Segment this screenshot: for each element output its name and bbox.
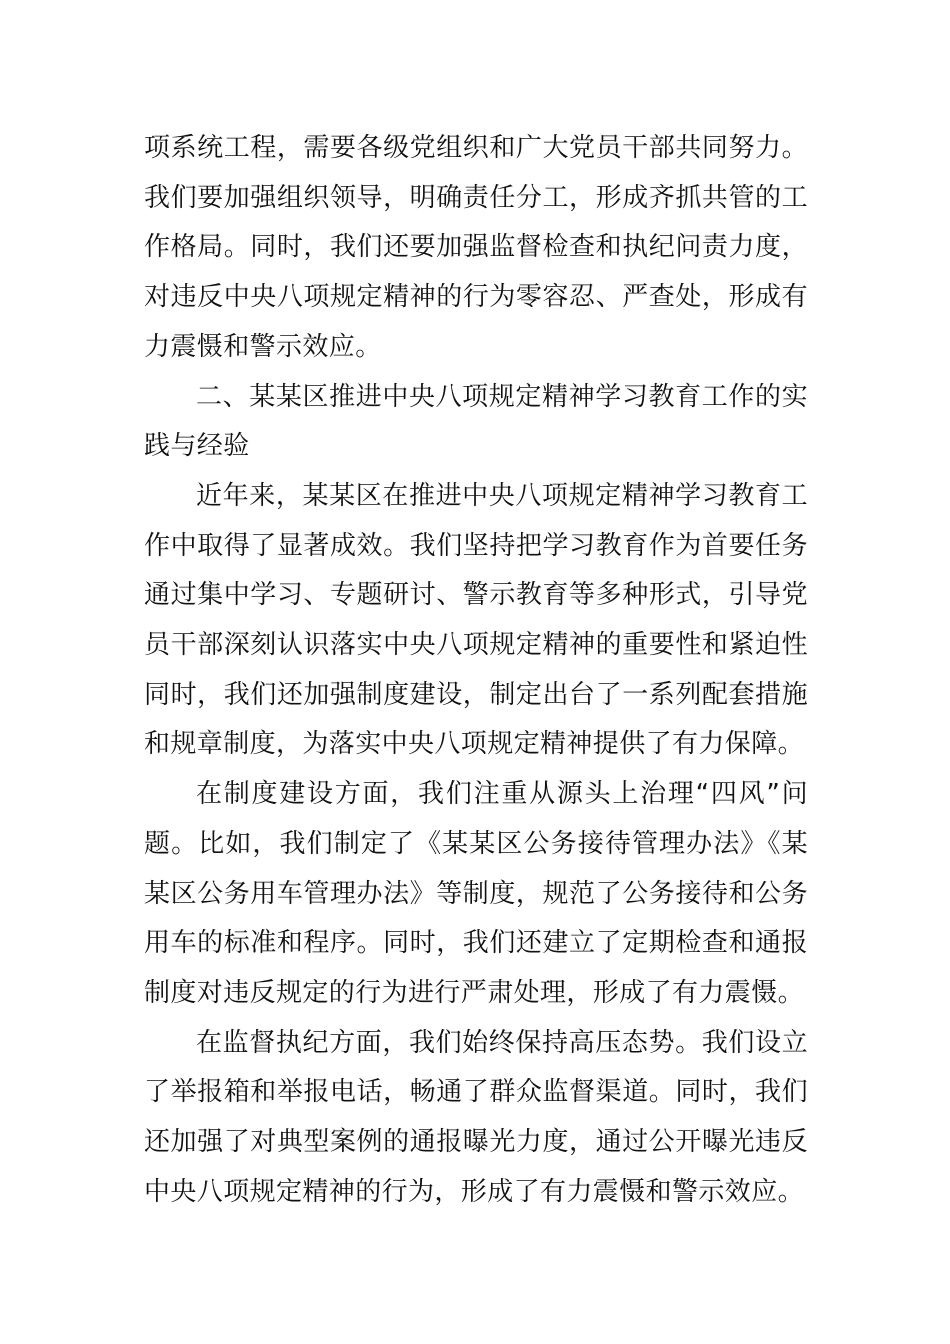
paragraph-institution-building: 在制度建设方面，我们注重从源头上治理“四风”问题。比如，我们制定了《某某区公务接待管理办法》《某某区公务用车管理办法》等制度，规范了公务接待和公务用车的标准和程序。同时，我们还建立了定期检查和通报制度对违反规定的行为进行严肃处理，形成了有力震慑。 [144,779,808,1008]
document-body [144,124,808,1217]
section-heading: 二、某某区推进中央八项规定精神学习教育工作的实践与经验 [144,381,808,462]
paragraph-supervision: 在监督执纪方面，我们始终保持高压态势。我们设立了举报箱和举报电话，畅通了群众监督渠道。同时，我们还加强了对典型案例的通报曝光力度，通过公开曝光违反中央八项规定精神的行为，形成了有力震慑和警示效应。 [144,1027,808,1207]
paragraph-overview: 近年来，某某区在推进中央八项规定精神学习教育工作中取得了显著成效。我们坚持把学习教育作为首要任务通过集中学习、专题研讨、警示教育等多种形式，引导党员干部深刻认识落实中央八项规定精神的重要性和紧迫性同时，我们还加强制度建设，制定出台了一系列配套措施和规章制度，为落实中央八项规定精神提供了有力保障。 [144,480,808,760]
paragraph-continuation: 项系统工程，需要各级党组织和广大党员干部共同努力。我们要加强组织领导，明确责任分工，形成齐抓共管的工作格局。同时，我们还要加强监督检查和执纪问责力度，对违反中央八项规定精神的行为零容忍、严查处，形成有力震慑和警示效应。 [144,133,808,362]
